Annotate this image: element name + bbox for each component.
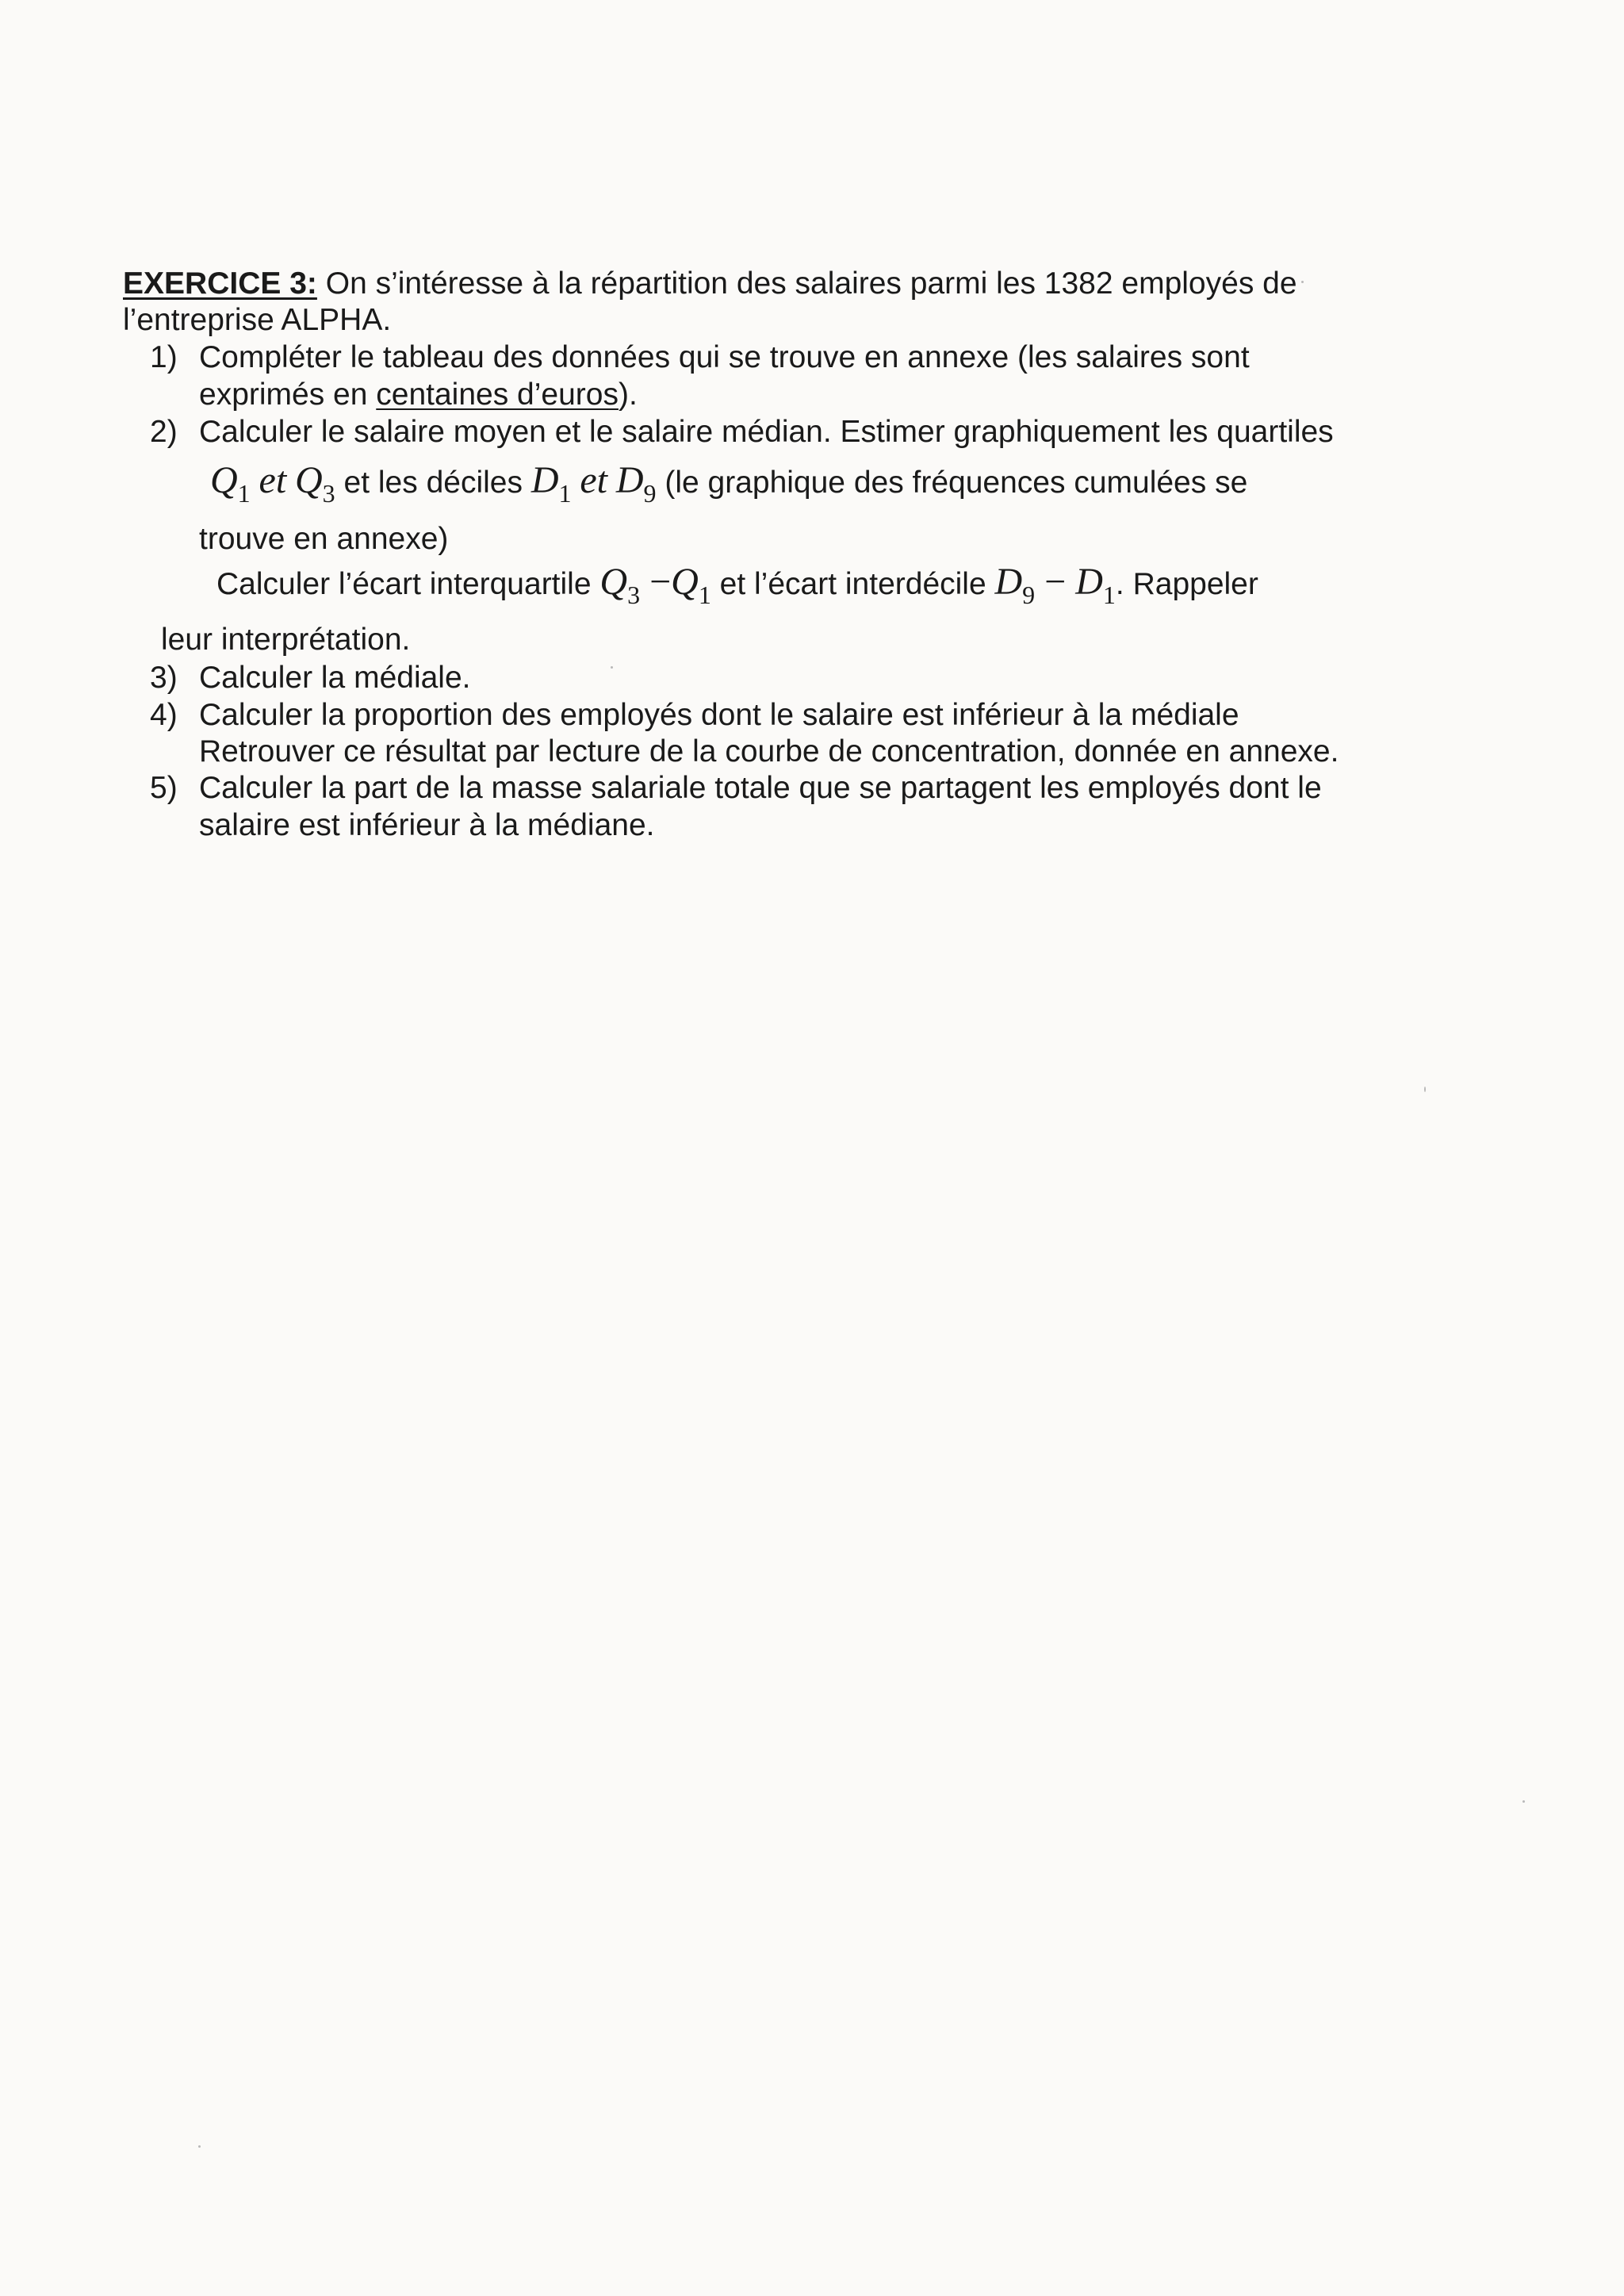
question-1-line-1 — [150, 339, 1250, 376]
text-deciles: et les déciles — [343, 466, 523, 500]
question-1-text-post: ). — [618, 378, 638, 412]
question-4-line-1 — [150, 696, 1239, 734]
question-2-line-1 — [150, 413, 1334, 450]
scan-speck — [198, 2145, 201, 2148]
question-2-line-2 — [210, 459, 1248, 508]
math-interdecile: $D_9 - D_1$ — [994, 561, 1116, 609]
exercise-intro-2: l’entreprise ALPHA. — [123, 303, 392, 337]
question-2-line-5: leur interprétation. — [161, 623, 411, 657]
question-3-line-1 — [150, 659, 471, 696]
scan-speck — [611, 666, 613, 669]
question-1-number: 1) — [150, 340, 178, 374]
question-5-line-2: salaire est inférieur à la médiane. — [199, 808, 655, 842]
question-5-line-1 — [150, 769, 1322, 807]
text-calc-mid: et l’écart interdécile — [719, 567, 986, 601]
math-d9: $D_9$ — [615, 459, 657, 508]
question-4-text: Calculer la proportion des employés dont le salaire est inférieur à la médiale — [199, 698, 1239, 732]
question-5-number: 5) — [150, 771, 178, 805]
math-interquartile: $Q_3 -Q_1$ — [599, 561, 711, 609]
question-2-text: Calculer le salaire moyen et le salaire médian. Estimer graphiquement les quartiles — [199, 415, 1334, 449]
math-q3: $Q_3$ — [295, 459, 335, 508]
scan-speck — [1301, 281, 1304, 283]
scan-speck — [1522, 1800, 1525, 1803]
math-d1: $D_1$ — [530, 459, 572, 508]
exercise-title: EXERCICE 3: — [123, 266, 317, 301]
question-5-text: Calculer la part de la masse salariale totale que se partagent les employés dont le — [199, 771, 1322, 805]
math-et: et — [259, 459, 287, 501]
underlined-unit: centaines d’euros — [376, 378, 619, 412]
question-4-line-2: Retrouver ce résultat par lecture de la courbe de concentration, donnée en annexe. — [199, 734, 1339, 769]
text-calc-post: . Rappeler — [1115, 567, 1258, 601]
exercise-intro-1: On s’intéresse à la répartition des salaires parmi les 1382 employés de — [316, 266, 1297, 301]
question-4-number: 4) — [150, 698, 178, 732]
text-graph: (le graphique des fréquences cumulées se — [665, 466, 1248, 500]
exercise-heading-line — [123, 265, 1297, 302]
question-1-text: Compléter le tableau des données qui se trouve en annexe (les salaires sont — [199, 340, 1250, 374]
question-2-line-3: trouve en annexe) — [199, 522, 449, 556]
math-et-2: et — [580, 459, 607, 501]
text-calc-pre: Calculer l’écart interquartile — [216, 567, 592, 601]
question-3-number: 3) — [150, 661, 178, 695]
question-1-line-2 — [199, 376, 638, 413]
question-2-number: 2) — [150, 415, 178, 449]
scan-speck — [1424, 1087, 1426, 1092]
question-3-text: Calculer la médiale. — [199, 661, 471, 695]
math-q1: $Q_1$ — [210, 459, 251, 508]
question-1-text-pre: exprimés en — [199, 378, 377, 412]
question-2-line-4 — [216, 561, 1258, 609]
